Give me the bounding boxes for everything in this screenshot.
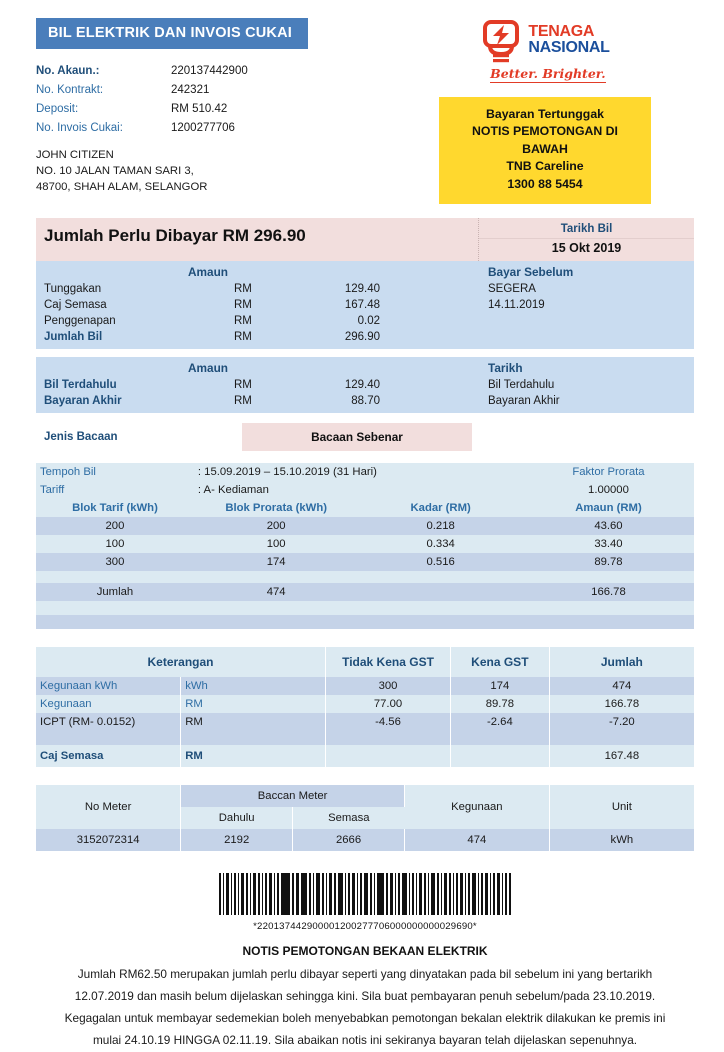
prorata-value: 1.00000	[588, 484, 629, 497]
gst-row-1-gst: 174	[451, 677, 550, 695]
current-charge-label: Caj Semasa	[44, 299, 107, 312]
gst-row-3-unit: RM	[181, 713, 326, 731]
gst-total-gst	[451, 745, 550, 767]
notice-text-line-4: mulai 24.10.19 HINGGA 02.11.19. Sila abaikan notis ini sekiranya bayaran telah dijelaskan sepenuhnya.	[92, 1032, 638, 1047]
table-row	[36, 695, 694, 713]
gst-row-2-total: 166.78	[604, 698, 640, 711]
table-row	[36, 517, 694, 535]
previous-bill-date-row	[488, 377, 694, 393]
bill-total-currency: RM	[234, 331, 252, 344]
meter-sub-semasa: Semasa	[293, 807, 405, 829]
bill-header	[0, 0, 724, 204]
tarikh-header: Tarikh	[488, 361, 523, 376]
tariff-section	[36, 463, 694, 629]
table-row	[36, 313, 478, 329]
table-row	[36, 583, 694, 601]
bill-total-label: Jumlah Bil	[44, 331, 103, 344]
prorata-label: Faktor Prorata	[572, 466, 645, 479]
rounding-value: 0.02	[357, 315, 380, 328]
pay-before-label: Bayar Sebelum	[488, 265, 574, 280]
bill-total-value: 296.90	[344, 331, 380, 344]
gst-col-tidak-kena: Tidak Kena GST	[326, 647, 451, 677]
tax-invoice-value: 1200277706	[171, 121, 235, 134]
gst-row-1-total: 474	[612, 680, 632, 693]
meter-col-unit: Unit	[549, 785, 694, 829]
last-payment-value: 88.70	[351, 395, 380, 408]
table-row	[36, 571, 694, 583]
tariff-prorata-3: 174	[266, 556, 286, 569]
tariff-total-label: Jumlah	[96, 586, 134, 599]
tariff-table	[36, 463, 694, 629]
account-block	[36, 18, 396, 204]
last-payment-date-label: Bayaran Akhir	[488, 395, 560, 408]
customer-address	[36, 147, 396, 195]
tariff-prorata-2: 100	[266, 538, 286, 551]
arrears-currency: RM	[234, 283, 252, 296]
total-due-text: Jumlah Perlu Dibayar RM 296.90	[44, 226, 306, 246]
bill-date-value: 15 Okt 2019	[479, 238, 694, 261]
tariff-amaun-3: 89.78	[594, 556, 623, 569]
careline-number: 1300 88 5454	[507, 176, 583, 191]
tariff-label: Tariff	[40, 484, 65, 497]
logo-tagline: Better. Brighter.	[490, 66, 606, 81]
reading-type-row	[36, 423, 694, 451]
brand-and-notice	[396, 18, 694, 204]
barcode-number: *220137442900001200277706000000000029690*	[253, 921, 477, 933]
gst-section	[36, 647, 694, 767]
gst-col-jumlah: Jumlah	[549, 647, 694, 677]
previous-bill-currency: RM	[234, 379, 252, 392]
logo-name-line2: NASIONAL	[528, 39, 610, 56]
gst-row-3-gst: -2.64	[451, 713, 550, 731]
col-blok-tarif: Blok Tarif (kWh)	[72, 502, 158, 515]
current-charge-value: 167.48	[344, 299, 380, 312]
gst-row-3-name: ICPT (RM- 0.0152)	[36, 713, 181, 731]
previous-amaun-header: Amaun	[188, 361, 228, 376]
gst-row-2-gst: 89.78	[451, 695, 550, 713]
meter-col-kegunaan: Kegunaan	[404, 785, 549, 829]
gst-total-unit: RM	[181, 745, 326, 767]
spacer-cell	[36, 571, 194, 583]
contract-number-label: No. Kontrakt:	[36, 83, 104, 96]
col-amaun: Amaun (RM)	[575, 502, 642, 515]
table-row	[36, 785, 694, 807]
address-line-2: 48700, SHAH ALAM, SELANGOR	[36, 181, 208, 194]
barcode-image	[219, 873, 511, 915]
meter-unit-value: kWh	[549, 829, 694, 851]
customer-name: JOHN CITIZEN	[36, 149, 114, 161]
previous-bill-list	[36, 357, 478, 413]
col-blok-prorata: Blok Prorata (kWh)	[225, 502, 327, 515]
tax-invoice-label: No. Invois Cukai:	[36, 121, 123, 134]
overdue-notice-box	[439, 97, 651, 204]
meter-previous-value: 2192	[181, 829, 293, 851]
tariff-total-amount: 166.78	[591, 586, 626, 599]
table-row	[36, 61, 248, 80]
tariff-kadar-3: 0.516	[426, 556, 455, 569]
last-payment-label: Bayaran Akhir	[44, 395, 122, 408]
col-kadar: Kadar (RM)	[410, 502, 471, 515]
table-row	[36, 731, 694, 745]
table-row	[36, 829, 694, 851]
arrears-value: 129.40	[344, 283, 380, 296]
previous-bill-date-label: Bil Terdahulu	[488, 379, 555, 392]
contract-number-value: 242321	[171, 83, 210, 96]
meter-number-value: 3152072314	[36, 829, 181, 851]
rounding-label: Penggenapan	[44, 315, 116, 328]
notice-text-line-2: 12.07.2019 dan masih belum dijelaskan sehingga kini. Sila buat pembayaran penuh sebelum/pada 23.10.2019.	[74, 989, 656, 1004]
meter-sub-dahulu: Dahulu	[181, 807, 293, 829]
logo-name-line1: TENAGA	[528, 23, 595, 40]
bill-date-label: Tarikh Bil	[560, 223, 613, 236]
gst-row-3-no-gst: -4.56	[326, 713, 451, 731]
table-row	[36, 297, 478, 313]
tnb-logo	[480, 18, 609, 83]
gst-row-2-unit: RM	[181, 695, 326, 713]
deposit-value: RM 510.42	[171, 102, 228, 115]
period-value: : 15.09.2019 – 15.10.2019 (31 Hari)	[197, 466, 377, 479]
gst-total-no-gst	[326, 745, 451, 767]
careline-label: TNB Careline	[506, 159, 584, 174]
amount-due-band	[36, 218, 694, 261]
table-row	[36, 535, 694, 553]
tariff-amaun-1: 43.60	[594, 520, 623, 533]
previous-bill-band	[36, 357, 694, 413]
bill-date-cell	[478, 218, 694, 261]
rounding-currency: RM	[234, 315, 252, 328]
gst-row-2-name: Kegunaan	[36, 695, 181, 713]
address-line-1: NO. 10 JALAN TAMAN SARI 3,	[36, 165, 194, 178]
notice-line-1: Bayaran Tertunggak	[486, 107, 604, 121]
table-row	[36, 99, 248, 118]
table-row	[36, 463, 694, 481]
reading-type-label: Jenis Bacaan	[44, 431, 118, 444]
table-row	[36, 499, 694, 517]
gst-total-label: Caj Semasa	[36, 745, 181, 767]
due-date	[488, 297, 694, 313]
gst-table	[36, 647, 694, 767]
gst-col-keterangan: Keterangan	[36, 647, 326, 677]
gst-row-1-unit: kWh	[181, 677, 326, 695]
gst-row-2-no-gst: 77.00	[326, 695, 451, 713]
table-row	[36, 677, 694, 695]
barcode-section	[36, 873, 694, 932]
page-title: BIL ELEKTRIK DAN INVOIS CUKAI	[36, 18, 308, 49]
bill-body	[0, 218, 724, 1051]
tariff-blok-2: 100	[105, 538, 125, 551]
arrears-label: Tunggakan	[44, 283, 102, 296]
previous-bill-label: Bil Terdahulu	[44, 379, 117, 392]
notice-title: NOTIS PEMOTONGAN BEKAAN ELEKTRIK	[242, 944, 488, 959]
table-row	[36, 481, 694, 499]
meter-current-value: 2666	[293, 829, 405, 851]
meter-table	[36, 785, 694, 851]
gst-row-1-name: Kegunaan kWh	[36, 677, 181, 695]
table-row	[36, 553, 694, 571]
tariff-blok-3: 300	[105, 556, 125, 569]
amaun-header: Amaun	[188, 265, 228, 280]
table-row	[36, 745, 694, 767]
account-details-table	[36, 61, 248, 137]
table-row	[36, 615, 694, 629]
notice-text-line-1: Jumlah RM62.50 merupakan jumlah perlu dibayar seperti yang dinyatakan pada bil sebelum ini yang bertarikh	[77, 967, 653, 982]
meter-section	[36, 785, 694, 851]
tariff-total-units: 474	[266, 586, 286, 599]
lightbulb-icon	[480, 20, 522, 64]
tariff-prorata-1: 200	[266, 520, 286, 533]
table-row	[36, 647, 694, 677]
gst-row-3-total: -7.20	[608, 716, 635, 729]
disconnection-notice	[36, 944, 694, 1051]
tariff-amaun-2: 33.40	[594, 538, 623, 551]
notice-text-line-3: Kegagalan untuk membayar sedemekian boleh menyebabkan pemotongan bekalan elektrik dilakukan ke premis ini	[64, 1010, 666, 1025]
last-payment-date-row	[488, 393, 694, 409]
tariff-kadar-2: 0.334	[426, 538, 455, 551]
meter-col-bacaan: Baccan Meter	[181, 785, 405, 807]
charges-summary-band	[36, 261, 694, 349]
table-row	[36, 118, 248, 137]
table-row	[36, 601, 694, 615]
notice-line-3: BAWAH	[522, 141, 568, 156]
tariff-value: : A- Kediaman	[197, 484, 269, 497]
previous-dates-cell	[478, 357, 694, 413]
period-label: Tempoh Bil	[40, 466, 96, 479]
table-row	[36, 713, 694, 731]
gst-total-amount: 167.48	[604, 750, 640, 763]
table-row	[36, 377, 478, 393]
reading-type-value: Bacaan Sebenar	[242, 423, 472, 451]
tariff-blok-1: 200	[105, 520, 125, 533]
due-date-text: 14.11.2019	[488, 299, 545, 312]
account-number-label: No. Akaun.:	[36, 64, 100, 77]
table-row	[36, 80, 248, 99]
due-immediate-text: SEGERA	[488, 283, 536, 296]
last-payment-currency: RM	[234, 395, 252, 408]
meter-col-no: No Meter	[36, 785, 181, 829]
gst-col-kena: Kena GST	[451, 647, 550, 677]
charges-summary-list	[36, 261, 478, 349]
notice-line-2: NOTIS PEMOTONGAN DI	[472, 124, 618, 139]
gst-row-1-no-gst: 300	[326, 677, 451, 695]
deposit-label: Deposit:	[36, 102, 79, 115]
table-row	[36, 281, 478, 297]
previous-bill-value: 129.40	[344, 379, 380, 392]
current-charge-currency: RM	[234, 299, 252, 312]
meter-usage-value: 474	[404, 829, 549, 851]
table-row	[36, 329, 478, 349]
due-immediate	[488, 281, 694, 297]
payment-due-cell	[478, 261, 694, 349]
table-row	[36, 393, 478, 413]
tariff-kadar-1: 0.218	[426, 520, 455, 533]
account-number-value: 220137442900	[171, 64, 248, 77]
